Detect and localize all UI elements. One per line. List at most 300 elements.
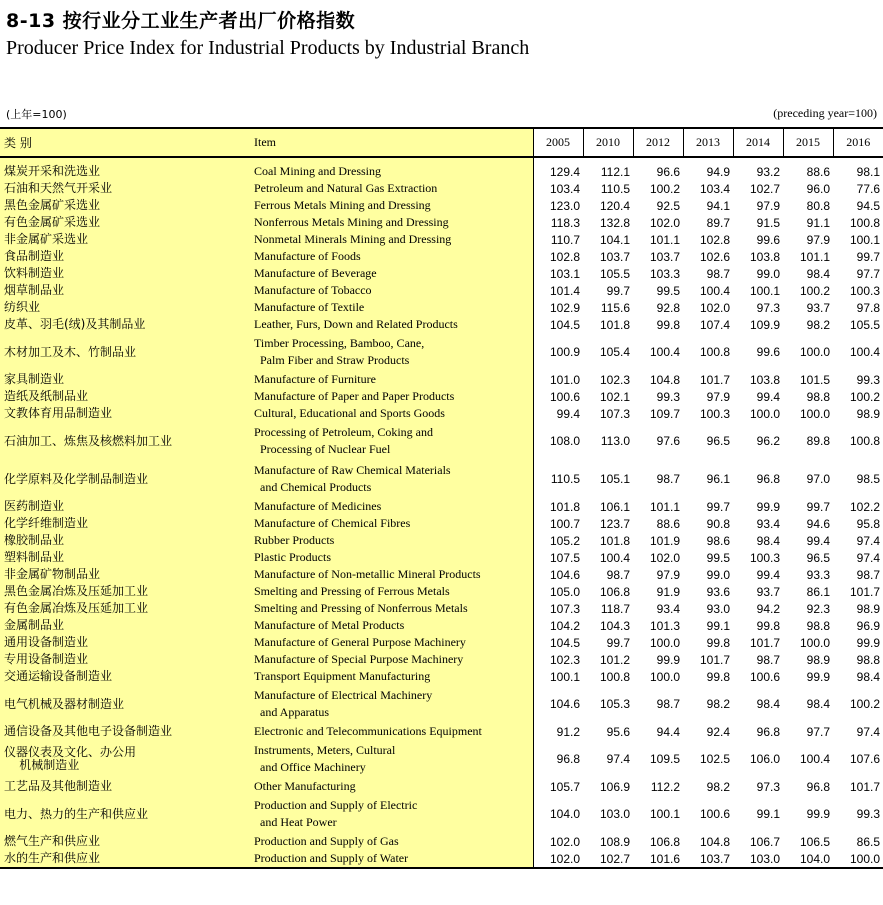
value-cell: 98.6	[706, 533, 730, 548]
value-cell: 101.7	[699, 652, 730, 667]
value-cell: 93.0	[706, 601, 730, 616]
value-cell: 101.8	[599, 533, 630, 548]
value-cell: 104.8	[649, 372, 680, 387]
item-en-cell: Smelting and Pressing of Nonferrous Metals	[250, 600, 533, 617]
value-cell: 98.8	[856, 652, 880, 667]
value-cell: 96.5	[806, 550, 830, 565]
value-cell: 94.1	[706, 198, 730, 213]
value-cell: 99.7	[856, 249, 880, 264]
table-row	[0, 795, 883, 833]
value-cell: 101.7	[699, 372, 730, 387]
value-cell: 102.5	[699, 752, 730, 766]
value-cell: 106.5	[799, 834, 830, 849]
item-en-cell: Manufacture of Textile	[250, 299, 533, 316]
value-cell: 109.7	[649, 406, 680, 421]
category-cn-cell: 电气机械及器材制造业	[0, 685, 250, 723]
item-en-cell: Cultural, Educational and Sports Goods	[250, 405, 533, 422]
table-row	[0, 282, 883, 299]
value-cell: 89.7	[706, 215, 730, 230]
value-cell: 98.9	[856, 601, 880, 616]
value-cell: 102.0	[649, 550, 680, 565]
value-cell: 102.7	[749, 181, 780, 196]
table-row	[0, 422, 883, 460]
value-cell: 100.2	[849, 697, 880, 711]
value-cell: 101.1	[799, 249, 830, 264]
item-en-cell: Manufacture of Special Purpose Machinery	[250, 651, 533, 668]
table-row	[0, 460, 883, 498]
value-cell: 97.4	[856, 550, 880, 565]
header-item-en: Item	[250, 128, 533, 157]
unit-note-en: (preceding year=100)	[773, 106, 877, 120]
value-cell: 105.0	[549, 584, 580, 599]
value-cell: 99.8	[706, 669, 730, 684]
table-row	[0, 685, 883, 723]
value-cell: 92.5	[656, 198, 680, 213]
item-en-cell: Smelting and Pressing of Ferrous Metals	[250, 583, 533, 600]
item-en-cell: Manufacture of Tobacco	[250, 282, 533, 299]
value-cell: 98.7	[606, 567, 630, 582]
value-cell: 99.9	[656, 652, 680, 667]
table-row	[0, 634, 883, 651]
value-cell: 96.1	[706, 472, 730, 486]
table-row	[0, 723, 883, 740]
item-en-cell: Timber Processing, Bamboo, Cane, Palm Fiber and Straw Products	[250, 333, 533, 371]
table-row	[0, 740, 883, 778]
value-cell: 91.9	[656, 584, 680, 599]
value-cell: 102.6	[699, 249, 730, 264]
value-cell: 100.8	[849, 434, 880, 448]
value-cell: 91.1	[806, 215, 830, 230]
table-header-row	[0, 128, 883, 157]
value-cell: 107.3	[599, 406, 630, 421]
table-row	[0, 180, 883, 197]
value-cell: 100.8	[849, 215, 880, 230]
category-cn-cell: 水的生产和供应业	[0, 850, 250, 868]
table-row	[0, 549, 883, 566]
value-cell: 101.6	[633, 850, 683, 868]
value-cell: 99.3	[856, 372, 880, 387]
value-cell: 98.2	[706, 697, 730, 711]
item-en-cell: Production and Supply of Electric and Heat Power	[250, 795, 533, 833]
value-cell: 96.0	[806, 181, 830, 196]
value-cell: 98.4	[856, 669, 880, 684]
value-cell: 99.9	[806, 669, 830, 684]
page-title-en: Producer Price Index for Industrial Products by Industrial Branch	[6, 37, 530, 59]
value-cell: 101.2	[599, 652, 630, 667]
table-row	[0, 333, 883, 371]
value-cell: 96.6	[656, 164, 680, 179]
category-cn-cell: 化学原料及化学制品制造业	[0, 460, 250, 498]
header-year: 2016	[833, 128, 883, 157]
value-cell: 100.2	[799, 283, 830, 298]
value-cell: 106.1	[599, 499, 630, 514]
item-en-cell: Instruments, Meters, Cultural and Office Machinery	[250, 740, 533, 778]
value-cell: 102.3	[549, 652, 580, 667]
value-cell: 93.4	[756, 516, 780, 531]
value-cell: 101.7	[749, 635, 780, 650]
table-body	[0, 157, 883, 868]
table-row	[0, 498, 883, 515]
category-cn-cell: 工艺品及其他制造业	[0, 778, 250, 795]
value-cell: 106.0	[749, 752, 780, 766]
value-cell: 93.2	[756, 164, 780, 179]
table-row	[0, 163, 883, 180]
value-cell: 98.7	[656, 697, 680, 711]
category-cn-cell: 交通运输设备制造业	[0, 668, 250, 685]
value-cell: 99.4	[806, 533, 830, 548]
value-cell: 91.2	[556, 724, 580, 739]
value-cell: 110.5	[600, 181, 630, 196]
value-cell: 100.0	[649, 669, 680, 684]
table-row	[0, 214, 883, 231]
value-cell: 98.9	[806, 652, 830, 667]
value-cell: 107.3	[549, 601, 580, 616]
table-row	[0, 583, 883, 600]
category-cn-cell: 造纸及纸制品业	[0, 388, 250, 405]
category-cn-cell: 仪器仪表及文化、办公用 机械制造业	[0, 740, 250, 778]
value-cell: 107.4	[699, 317, 730, 332]
header-year: 2005	[533, 128, 583, 157]
value-cell: 99.9	[806, 807, 830, 821]
value-cell: 98.4	[806, 266, 830, 281]
category-cn-cell: 烟草制品业	[0, 282, 250, 299]
value-cell: 105.7	[549, 779, 580, 794]
category-cn-cell: 橡胶制品业	[0, 532, 250, 549]
value-cell: 104.6	[549, 697, 580, 711]
value-cell: 100.3	[699, 406, 730, 421]
value-cell: 100.4	[649, 345, 680, 359]
value-cell: 97.4	[856, 724, 880, 739]
category-cn-cell: 木材加工及木、竹制品业	[0, 333, 250, 371]
value-cell: 105.5	[599, 266, 630, 281]
value-cell: 100.1	[549, 669, 580, 684]
value-cell: 99.9	[856, 635, 880, 650]
value-cell: 99.4	[756, 567, 780, 582]
value-cell: 105.4	[599, 345, 630, 359]
category-cn-cell: 石油和天然气开采业	[0, 180, 250, 197]
value-cell: 93.3	[806, 567, 830, 582]
value-cell: 108.0	[549, 434, 580, 448]
value-cell: 110.7	[550, 232, 580, 247]
value-cell: 132.8	[599, 215, 630, 230]
item-en-cell: Manufacture of Metal Products	[250, 617, 533, 634]
value-cell: 98.8	[806, 389, 830, 404]
value-cell: 103.3	[649, 266, 680, 281]
table-row	[0, 316, 883, 333]
value-cell: 109.9	[749, 317, 780, 332]
value-cell: 105.3	[599, 697, 630, 711]
value-cell: 104.2	[549, 618, 580, 633]
value-cell: 103.1	[549, 266, 580, 281]
value-cell: 100.0	[799, 635, 830, 650]
value-cell: 98.7	[856, 567, 880, 582]
value-cell: 102.9	[549, 300, 580, 315]
item-en-cell: Processing of Petroleum, Coking and Processing of Nuclear Fuel	[250, 422, 533, 460]
value-cell: 103.7	[599, 249, 630, 264]
value-cell: 99.3	[856, 807, 880, 821]
category-cn-cell: 家具制造业	[0, 371, 250, 388]
value-cell: 92.8	[656, 300, 680, 315]
category-cn-cell: 燃气生产和供应业	[0, 833, 250, 850]
value-cell: 100.6	[699, 807, 730, 821]
value-cell: 97.9	[806, 232, 830, 247]
value-cell: 98.4	[806, 697, 830, 711]
value-cell: 100.4	[599, 550, 630, 565]
value-cell: 104.0	[783, 850, 833, 868]
value-cell: 102.7	[583, 850, 633, 868]
value-cell: 115.6	[600, 300, 630, 315]
value-cell: 100.0	[833, 850, 883, 868]
item-en-cell: Transport Equipment Manufacturing	[250, 668, 533, 685]
value-cell: 129.4	[549, 164, 580, 179]
table-row	[0, 515, 883, 532]
value-cell: 100.9	[549, 345, 580, 359]
value-cell: 103.8	[749, 249, 780, 264]
value-cell: 101.5	[799, 372, 830, 387]
value-cell: 100.6	[549, 389, 580, 404]
value-cell: 92.4	[706, 724, 730, 739]
value-cell: 98.4	[756, 697, 780, 711]
value-cell: 100.0	[749, 406, 780, 421]
value-cell: 108.9	[599, 834, 630, 849]
value-cell: 93.7	[806, 300, 830, 315]
value-cell: 101.8	[599, 317, 630, 332]
category-cn-cell: 黑色金属冶炼及压延加工业	[0, 583, 250, 600]
item-en-cell: Nonmetal Minerals Mining and Dressing	[250, 231, 533, 248]
value-cell: 99.7	[606, 635, 630, 650]
value-cell: 98.4	[756, 533, 780, 548]
value-cell: 99.7	[806, 499, 830, 514]
category-cn-cell: 通信设备及其他电子设备制造业	[0, 723, 250, 740]
value-cell: 97.9	[756, 198, 780, 213]
value-cell: 102.0	[699, 300, 730, 315]
value-cell: 102.0	[533, 850, 583, 868]
item-en-cell: Manufacture of Non-metallic Mineral Products	[250, 566, 533, 583]
category-cn-cell: 皮革、羽毛(绒)及其制品业	[0, 316, 250, 333]
value-cell: 101.1	[649, 232, 680, 247]
value-cell: 112.2	[650, 779, 680, 794]
value-cell: 102.8	[549, 249, 580, 264]
table-row	[0, 850, 883, 868]
item-en-cell: Production and Supply of Gas	[250, 833, 533, 850]
table-row	[0, 668, 883, 685]
value-cell: 100.4	[699, 283, 730, 298]
value-cell: 102.2	[849, 499, 880, 514]
value-cell: 104.3	[599, 618, 630, 633]
value-cell: 98.7	[706, 266, 730, 281]
category-cn-cell: 通用设备制造业	[0, 634, 250, 651]
value-cell: 100.3	[749, 550, 780, 565]
value-cell: 100.8	[599, 669, 630, 684]
item-en-cell: Plastic Products	[250, 549, 533, 566]
value-cell: 94.2	[756, 601, 780, 616]
value-cell: 99.8	[756, 618, 780, 633]
value-cell: 80.8	[806, 198, 830, 213]
table-row	[0, 299, 883, 316]
item-en-cell: Manufacture of Medicines	[250, 498, 533, 515]
item-en-cell: Manufacture of Electrical Machinery and Apparatus	[250, 685, 533, 723]
value-cell: 107.6	[849, 752, 880, 766]
value-cell: 104.0	[549, 807, 580, 821]
item-en-cell: Nonferrous Metals Mining and Dressing	[250, 214, 533, 231]
value-cell: 99.6	[756, 345, 780, 359]
value-cell: 103.4	[699, 181, 730, 196]
value-cell: 98.9	[856, 406, 880, 421]
item-en-cell: Manufacture of Furniture	[250, 371, 533, 388]
category-cn-cell: 专用设备制造业	[0, 651, 250, 668]
value-cell: 103.7	[683, 850, 733, 868]
value-cell: 99.7	[606, 283, 630, 298]
value-cell: 103.8	[749, 372, 780, 387]
category-cn-cell: 文教体育用品制造业	[0, 405, 250, 422]
table-row	[0, 651, 883, 668]
value-cell: 118.7	[600, 601, 630, 616]
value-cell: 97.9	[656, 567, 680, 582]
value-cell: 100.0	[799, 406, 830, 421]
value-cell: 100.0	[799, 345, 830, 359]
value-cell: 105.2	[549, 533, 580, 548]
value-cell: 123.0	[549, 198, 580, 213]
header-year: 2010	[583, 128, 633, 157]
item-en-cell: Manufacture of General Purpose Machinery	[250, 634, 533, 651]
value-cell: 92.3	[806, 601, 830, 616]
header-category-cn: 类 别	[0, 128, 250, 157]
value-cell: 104.5	[549, 317, 580, 332]
value-cell: 90.8	[706, 516, 730, 531]
value-cell: 94.5	[856, 198, 880, 213]
table-row	[0, 388, 883, 405]
table-row	[0, 566, 883, 583]
value-cell: 97.4	[606, 752, 630, 766]
category-cn-cell: 有色金属冶炼及压延加工业	[0, 600, 250, 617]
value-cell: 100.1	[749, 283, 780, 298]
value-cell: 123.7	[599, 516, 630, 531]
value-cell: 94.4	[656, 724, 680, 739]
item-en-cell: Manufacture of Raw Chemical Materials and Chemical Products	[250, 460, 533, 498]
value-cell: 102.8	[699, 232, 730, 247]
value-cell: 99.0	[756, 266, 780, 281]
price-index-table	[0, 127, 883, 869]
category-cn-cell: 塑料制品业	[0, 549, 250, 566]
value-cell: 99.1	[756, 807, 780, 821]
value-cell: 109.5	[649, 752, 680, 766]
value-cell: 99.5	[706, 550, 730, 565]
value-cell: 107.5	[549, 550, 580, 565]
value-cell: 100.4	[799, 752, 830, 766]
value-cell: 88.6	[656, 516, 680, 531]
value-cell: 101.1	[649, 499, 680, 514]
value-cell: 101.3	[649, 618, 680, 633]
value-cell: 106.9	[599, 779, 630, 794]
value-cell: 99.7	[706, 499, 730, 514]
value-cell: 99.4	[756, 389, 780, 404]
category-cn-cell: 饮料制造业	[0, 265, 250, 282]
value-cell: 96.5	[706, 434, 730, 448]
value-cell: 99.0	[706, 567, 730, 582]
item-en-cell: Other Manufacturing	[250, 778, 533, 795]
value-cell: 96.8	[756, 724, 780, 739]
value-cell: 93.7	[756, 584, 780, 599]
table-row	[0, 405, 883, 422]
value-cell: 105.5	[849, 317, 880, 332]
value-cell: 97.6	[656, 434, 680, 448]
value-cell: 101.8	[549, 499, 580, 514]
value-cell: 99.6	[756, 232, 780, 247]
value-cell: 104.5	[549, 635, 580, 650]
value-cell: 101.0	[549, 372, 580, 387]
value-cell: 103.7	[649, 249, 680, 264]
value-cell: 95.6	[606, 724, 630, 739]
category-cn-cell: 电力、热力的生产和供应业	[0, 795, 250, 833]
value-cell: 104.1	[599, 232, 630, 247]
value-cell: 96.2	[756, 434, 780, 448]
value-cell: 97.8	[856, 300, 880, 315]
table-row	[0, 617, 883, 634]
category-cn-cell: 非金属矿采选业	[0, 231, 250, 248]
value-cell: 99.9	[756, 499, 780, 514]
value-cell: 98.2	[706, 779, 730, 794]
value-cell: 101.7	[849, 584, 880, 599]
item-en-cell: Electronic and Telecommunications Equipment	[250, 723, 533, 740]
item-en-cell: Manufacture of Chemical Fibres	[250, 515, 533, 532]
value-cell: 100.7	[549, 516, 580, 531]
value-cell: 104.6	[549, 567, 580, 582]
value-cell: 86.5	[856, 834, 880, 849]
category-cn-cell: 煤炭开采和洗选业	[0, 163, 250, 180]
category-cn-cell: 石油加工、炼焦及核燃料加工业	[0, 422, 250, 460]
value-cell: 101.4	[549, 283, 580, 298]
table-row	[0, 833, 883, 850]
value-cell: 99.3	[656, 389, 680, 404]
value-cell: 100.0	[649, 635, 680, 650]
value-cell: 96.8	[756, 472, 780, 486]
category-cn-cell: 化学纤维制造业	[0, 515, 250, 532]
table-row	[0, 532, 883, 549]
value-cell: 97.7	[856, 266, 880, 281]
value-cell: 102.0	[549, 834, 580, 849]
value-cell: 77.6	[856, 181, 880, 196]
table-row	[0, 600, 883, 617]
value-cell: 100.4	[849, 345, 880, 359]
value-cell: 100.2	[849, 389, 880, 404]
value-cell: 98.1	[856, 164, 880, 179]
value-cell: 96.8	[556, 752, 580, 766]
value-cell: 99.8	[706, 635, 730, 650]
value-cell: 88.6	[806, 164, 830, 179]
value-cell: 94.6	[806, 516, 830, 531]
value-cell: 97.3	[756, 779, 780, 794]
value-cell: 100.2	[649, 181, 680, 196]
value-cell: 100.1	[849, 232, 880, 247]
value-cell: 120.4	[599, 198, 630, 213]
table-row	[0, 265, 883, 282]
category-cn-cell: 金属制品业	[0, 617, 250, 634]
value-cell: 105.1	[599, 472, 630, 486]
value-cell: 98.7	[656, 472, 680, 486]
value-cell: 104.8	[699, 834, 730, 849]
category-cn-cell: 有色金属矿采选业	[0, 214, 250, 231]
value-cell: 97.3	[756, 300, 780, 315]
value-cell: 98.7	[756, 652, 780, 667]
item-en-cell: Leather, Furs, Down and Related Products	[250, 316, 533, 333]
value-cell: 94.9	[706, 164, 730, 179]
value-cell: 93.6	[706, 584, 730, 599]
value-cell: 98.2	[806, 317, 830, 332]
value-cell: 96.8	[806, 779, 830, 794]
item-en-cell: Manufacture of Foods	[250, 248, 533, 265]
category-cn-cell: 黑色金属矿采选业	[0, 197, 250, 214]
value-cell: 100.6	[749, 669, 780, 684]
